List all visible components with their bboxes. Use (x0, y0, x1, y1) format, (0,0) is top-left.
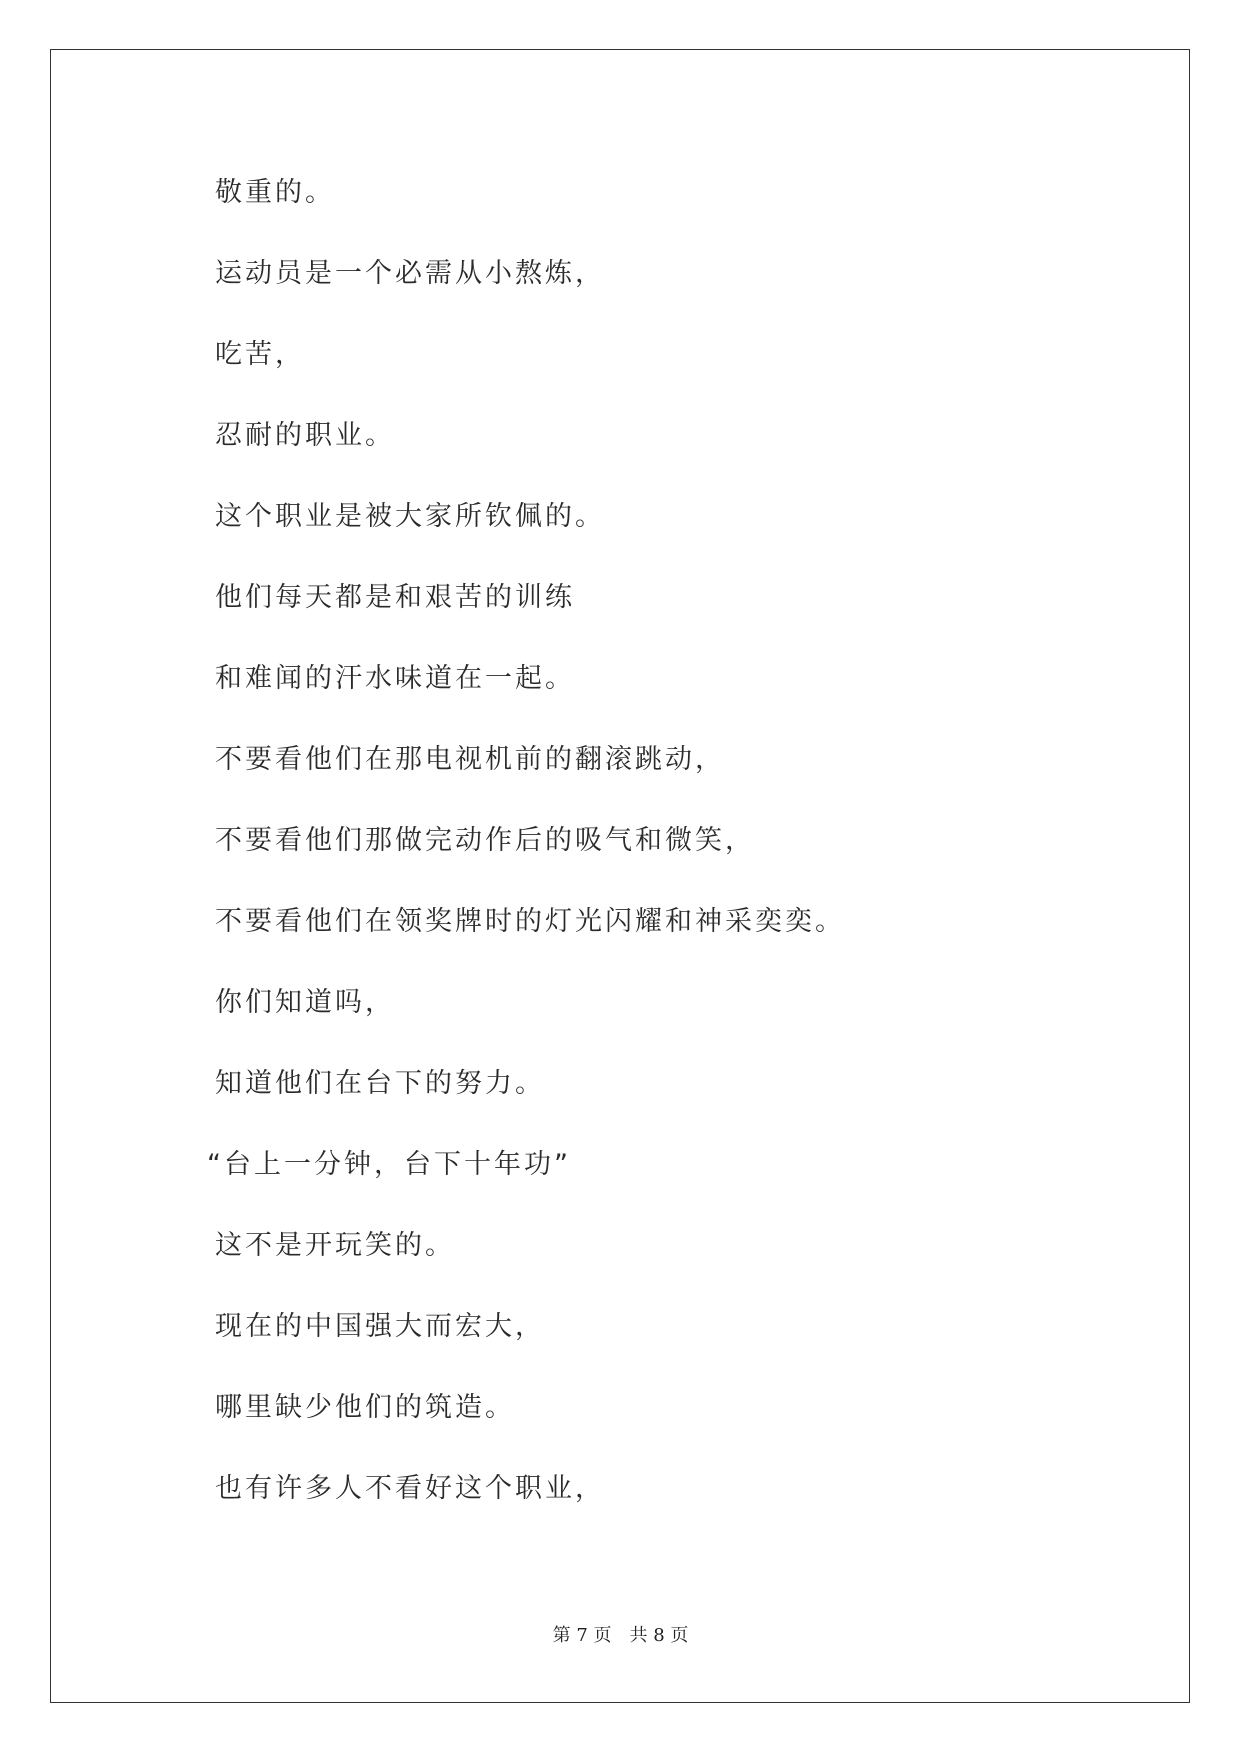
page-border (50, 49, 1190, 1703)
text-line: 这个职业是被大家所钦佩的。 (215, 501, 605, 532)
text-line: 哪里缺少他们的筑造。 (215, 1392, 515, 1423)
text-line: “台上一分钟，台下十年功” (207, 1149, 571, 1180)
page-footer (0, 1621, 1241, 1647)
text-line: 运动员是一个必需从小熬炼， (215, 258, 605, 289)
text-line: 不要看他们在领奖牌时的灯光闪耀和神采奕奕。 (215, 906, 845, 937)
text-line: 你们知道吗， (215, 987, 395, 1018)
text-line: 和难闻的汗水味道在一起。 (215, 663, 575, 694)
text-line: 敬重的。 (215, 177, 335, 208)
text-line: 也有许多人不看好这个职业， (215, 1473, 605, 1504)
text-line: 吃苦， (215, 339, 305, 370)
total-page-count: 共 8 页 (629, 1625, 689, 1646)
text-line: 不要看他们在那电视机前的翻滚跳动， (215, 744, 725, 775)
text-line: 忍耐的职业。 (215, 420, 395, 451)
text-line: 知道他们在台下的努力。 (215, 1068, 545, 1099)
text-line: 现在的中国强大而宏大， (215, 1311, 545, 1342)
text-line: 不要看他们那做完动作后的吸气和微笑， (215, 825, 755, 856)
text-line: 他们每天都是和艰苦的训练 (215, 582, 575, 613)
current-page-number: 第 7 页 (552, 1625, 612, 1646)
text-line: 这不是开玩笑的。 (215, 1230, 455, 1261)
